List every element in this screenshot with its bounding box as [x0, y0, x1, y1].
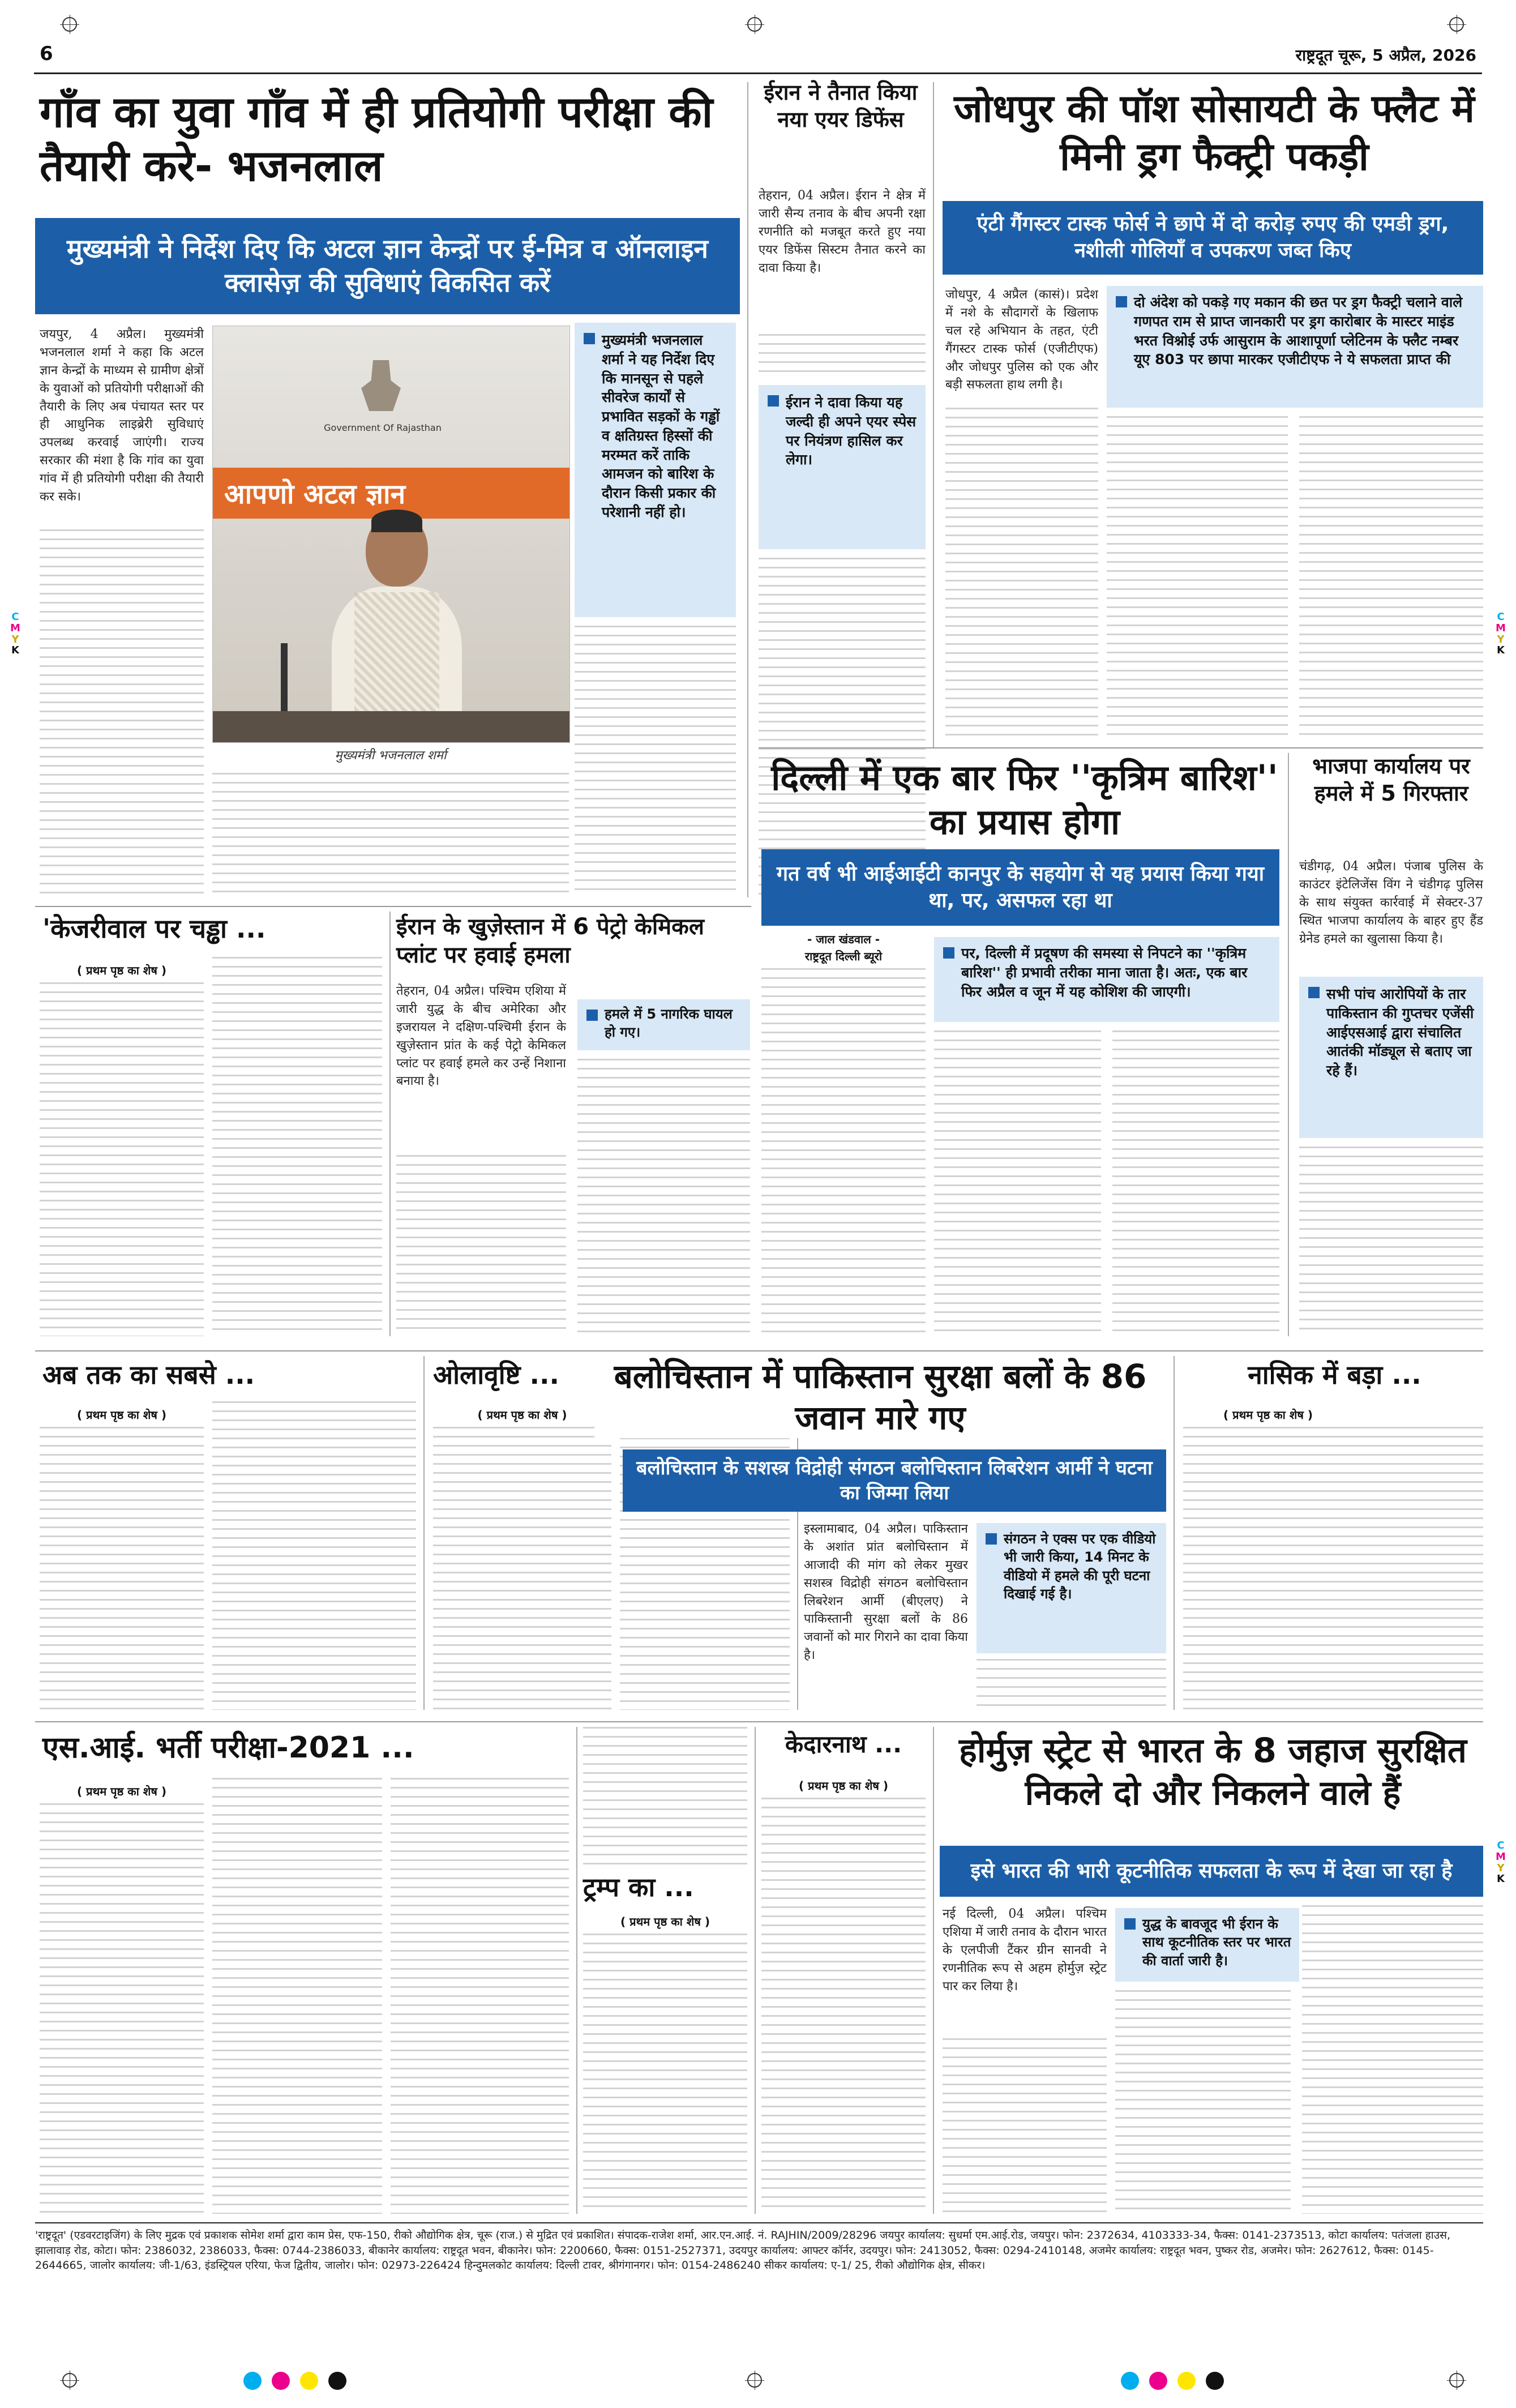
- page-number: 6: [40, 42, 53, 65]
- registration-mark-icon: [62, 17, 77, 32]
- bhajanlal-body-text: [212, 773, 569, 897]
- ab-tak-body-text: [40, 1427, 204, 1710]
- bjp-office-headline: भाजपा कार्यालय पर हमले में 5 गिरफ्तार: [1312, 754, 1470, 806]
- hormuz-subhead: इसे भारत की भारी कूटनीतिक सफलता के रूप में देखा जा रहा है: [940, 1846, 1483, 1897]
- olavrishti-headline: ओलावृष्टि ...: [433, 1359, 559, 1390]
- cmyk-marks: C M Y K: [10, 611, 20, 657]
- bhajanlal-body-text: [40, 529, 204, 897]
- bhajanlal-quote: मुख्यमंत्री भजनलाल शर्मा ने यह निर्देश दिए कि मानसून से पहले सीवरेज कार्यों से प्रभावित सड़कों के गड्ढों व क्षतिग्रस्त हिस्सों की मरम्मत करें ताकि आमजन को बारिश के दौरान किसी प्रकार की परेशानी नहीं हो।: [575, 323, 736, 617]
- iran-air-headline: ईरान ने तैनात किया नया एयर डिफेंस: [764, 80, 918, 132]
- column-rule: [747, 82, 748, 897]
- page-header: [0, 0, 1516, 65]
- nashik-headline: नासिक में बड़ा ...: [1248, 1359, 1421, 1390]
- color-swatches: [0, 2364, 1516, 2398]
- bjp-office-body-text: [1299, 1147, 1483, 1336]
- kedarnath-continuation-tag: ( प्रथम पृष्ठ का शेष ): [798, 1779, 889, 1793]
- balochistan-dateline: इस्लामाबाद, 04 अप्रैल। पाकिस्तान के अशांत प्रांत बलोचिस्तान में आजादी की मांग को लेकर मुखर सशस्त्र विद्रोही संगठन बलोचिस्तान लिबरेशन आर्मी (बीएलए) ने पाकिस्तानी सुरक्षा बलों के 86 जवानों को मार गिराने का दावा किया है।: [804, 1522, 968, 1663]
- iran-air-body-text: [759, 334, 926, 379]
- khuzestan-quote: हमले में 5 नागरिक घायल हो गए।: [577, 999, 750, 1050]
- jodhpur-body-text: [945, 408, 1098, 739]
- section-rule: [35, 1350, 1483, 1351]
- khuzestan-dateline: तेहरान, 04 अप्रैल। पश्चिम एशिया में जारी युद्ध के बीच अमेरिका और इजरायल ने दक्षिण-पश्चिमी ईरान के खुज़ेस्तान प्रांत के कई पेट्रो केमिकल प्लांट पर हवाई हमले कर उन्हें निशाना बनाया है।: [396, 984, 566, 1089]
- column-rule: [933, 1727, 934, 2214]
- bjp-office-dateline: चंडीगढ़, 04 अप्रैल। पंजाब पुलिस के काउंटर इंटेलिजेंस विंग ने चंडीगढ़ पुलिस के साथ संयुक्त कार्रवाई में सेक्टर-37 स्थित भाजपा कार्यालय के बाहर हुए हैंड ग्रेनेड हमले का खुलासा किया है।: [1299, 859, 1483, 946]
- delhi-headline: दिल्ली में एक बार फिर ''कृत्रिम बारिश'' का प्रयास होगा: [771, 757, 1278, 842]
- balochistan-quote: संगठन ने एक्स पर एक वीडियो भी जारी किया, 14 मिनट के वीडियो में हमले की पूरी घटना दिखाई गई है।: [977, 1523, 1166, 1653]
- hormuz-quote: युद्ध के बावजूद भी ईरान के साथ कूटनीतिक स्तर पर भारत की वार्ता जारी है।: [1115, 1908, 1299, 1982]
- jodhpur-body-text: [1107, 416, 1288, 739]
- jodhpur-dateline: जोधपुर, 4 अप्रैल (कासं)। प्रदेश में नशे के सौदागरों के खिलाफ चल रहे अभियान के तहत, एंटी गैंगस्टर टास्क फोर्स (एजीटीएफ) और जोधपुर पुलिस को एक और बड़ी सफलता हाथ लगी है।: [945, 288, 1098, 392]
- cmyk-marks: C M Y K: [1496, 611, 1506, 657]
- bjp-office-quote: सभी पांच आरोपियों के तार पाकिस्तान की गुप्तचर एजेंसी आईएसआई द्वारा संचालित आतंकी मॉड्यूल से बताए जा रहे हैं।: [1299, 977, 1483, 1138]
- registration-mark-icon: [62, 2373, 77, 2388]
- footer-imprint: 'राष्ट्रदूत' (एडवरटाइजिंग) के लिए मुद्रक एवं प्रकाशक सोमेश शर्मा द्वारा काम प्रेस, एफ-150, रीको औद्योगिक क्षेत्र, चूरू (राज.) से मुद्रित एवं प्रकाशित। संपादक-राजेश शर्मा, आर.एन.आई. नं. RAJHIN/2009/28296 जयपुर कार्यालय: सुधर्मा एम.आई.रोड, जयपुर। फोन: 2372634, 4103333-34, फैक्स: 0141-2373513, कोटा कार्यालय: पतंजला हाउस, झालावाड़ रोड, कोटा। फोन: 2386032, 2386033, फैक्स: 0744-2386033, बीकानेर कार्यालय: राष्ट्रदूत भवन, बीकानेर। फोन: 2200660, फैक्स: 0151-2527371, उदयपुर कार्यालय: आफ्टर कॉर्नर, उदयपुर। फोन: 2413052, फैक्स: 0294-2410148, अजमेर कार्यालय: राष्ट्रदूत भवन, पुष्कर रोड, अजमेर। फोन: 2627612, फैक्स: 0145-2644665, जालोर कार्यालय: जी-1/63, इंडस्ट्रियल एरिया, फेज द्वितीय, जालोर। फोन: 02973-226424 हिन्दुमलकोट कार्यालय: दिल्ली टावर, श्रीगंगानगर। फोन: 0154-2486240 सीकर कार्यालय: ए-1/ 25, रीको औद्योगिक क्षेत्र, सीकर।: [35, 2229, 1450, 2272]
- column-rule: [1174, 1356, 1175, 1710]
- hormuz-body-text: [1115, 1990, 1291, 2214]
- khuzestan-body-text: [577, 1059, 750, 1336]
- column-rule: [576, 1727, 577, 2214]
- balochistan-subhead: बलोचिस्तान के सशस्त्र विद्रोही संगठन बलोचिस्तान लिबरेशन आर्मी ने घटना का जिम्मा लिया: [623, 1449, 1166, 1512]
- hormuz-dateline: नई दिल्ली, 04 अप्रैल। पश्चिम एशिया में जारी तनाव के दौरान भारत के एलपीजी टैंकर ग्रीन सानवी ने रणनीतिक रूप से अहम होर्मुज़ स्ट्रेट पार कर लिया है।: [943, 1907, 1107, 1994]
- balochistan-headline: बलोचिस्तान में पाकिस्तान सुरक्षा बलों के 86 जवान मारे गए: [594, 1356, 1166, 1438]
- column-rule: [755, 1727, 756, 2214]
- si-exam-body-text: [40, 1803, 204, 2214]
- column-rule: [1288, 753, 1289, 1336]
- bhajanlal-photo: [212, 326, 570, 743]
- section-rule: [759, 747, 1483, 749]
- trump-continuation-tag: ( प्रथम पृष्ठ का शेष ): [620, 1915, 710, 1928]
- delhi-quote: पर, दिल्ली में प्रदूषण की समस्या से निपटने का ''कृत्रिम बारिश'' ही प्रभावी तरीका माना जाता है। अतः, एक बार फिर अप्रैल व जून में यह कोशिश की जाएगी।: [934, 937, 1279, 1022]
- bhajanlal-subhead: मुख्यमंत्री ने निर्देश दिए कि अटल ज्ञान केन्द्रों पर ई-मित्र व ऑनलाइन क्लासेज़ की सुविधाएं विकसित करें: [35, 218, 740, 314]
- olavrishti-body-text: [433, 1427, 611, 1710]
- hormuz-body-text: [1302, 1905, 1483, 2214]
- column-rule: [423, 1356, 425, 1710]
- ab-tak-continuation-tag: ( प्रथम पृष्ठ का शेष ): [76, 1408, 167, 1422]
- iran-air-dateline: तेहरान, 04 अप्रैल। ईरान ने क्षेत्र में जारी सैन्य तनाव के बीच अपनी रक्षा रणनीति को मजबूत करते हुए नया एयर डिफेंस सिस्टम तैनात करने का दावा किया है।: [759, 189, 926, 275]
- kedarnath-body-text: [761, 1798, 926, 2214]
- cmyk-marks: C M Y K: [1496, 1840, 1506, 1885]
- cm-portrait: [332, 513, 462, 739]
- olavrishti-body-text: [620, 1401, 790, 1710]
- kejriwal-headline: 'केजरीवाल पर चड्ढा ...: [42, 913, 266, 944]
- column-rule: [389, 912, 391, 1336]
- footer-rule: [35, 2222, 1483, 2223]
- delhi-subhead: गत वर्ष भी आईआईटी कानपुर के सहयोग से यह प्रयास किया गया था, पर, असफल रहा था: [761, 849, 1279, 926]
- masthead: राष्ट्रदूत चूरू, 5 अप्रैल, 2026: [1295, 46, 1476, 65]
- jodhpur-quote: दो अंदेश को पकड़े गए मकान की छत पर ड्रग फैक्ट्री चलाने वाले गणपत राम से प्राप्त जानकारी पर ड्रग कारोबार के मास्टर माइंड भरत विश्नोई उर्फ आसुराम के आशापूर्णा प्लेटिनम के फ्लैट नम्बर यूए 803 पर छापा मारकर एजीटीएफ ने ये सफलता प्राप्त की: [1107, 286, 1483, 408]
- nashik-body-text: [1183, 1427, 1483, 1710]
- kedarnath-headline: केदारनाथ ...: [785, 1730, 902, 1758]
- delhi-body-text: [761, 968, 926, 1336]
- kejriwal-body-text: [40, 982, 204, 1336]
- hormuz-body-text: [943, 2038, 1107, 2214]
- si-exam-body-text: [391, 1778, 569, 2214]
- jodhpur-headline: जोधपुर की पॉश सोसायटी के फ्लैट में मिनी ड्रग फैक्ट्री पकड़ी: [954, 87, 1475, 179]
- nashik-continuation-tag: ( प्रथम पृष्ठ का शेष ): [1223, 1408, 1313, 1422]
- kejriwal-continuation-tag: ( प्रथम पृष्ठ का शेष ): [76, 964, 167, 977]
- delhi-body-text: [934, 1030, 1101, 1336]
- registration-mark-icon: [747, 17, 762, 32]
- si-exam-headline: एस.आई. भर्ती परीक्षा-2021 ...: [42, 1731, 414, 1765]
- header-rule: [34, 72, 1482, 74]
- iran-air-body-text: [759, 558, 926, 897]
- section-rule: [35, 906, 751, 907]
- si-exam-continuation-tag: ( प्रथम पृष्ठ का शेष ): [76, 1785, 167, 1798]
- iran-air-quote: ईरान ने दावा किया यह जल्दी ही अपने एयर स्पेस पर नियंत्रण हासिल कर लेगा।: [759, 385, 926, 549]
- column-rule: [933, 82, 934, 747]
- trump-headline: ट्रम्प का ...: [583, 1872, 694, 1902]
- kejriwal-body-text: [212, 957, 382, 1336]
- balochistan-body-text: [977, 1659, 1166, 1710]
- bhajanlal-dateline: जयपुर, 4 अप्रैल। मुख्यमंत्री भजनलाल शर्मा ने कहा कि अटल ज्ञान केन्द्रों के माध्यम से ग्रामीण क्षेत्रों के युवाओं को प्रतियोगी परीक्षाओं की तैयारी के लिए अब पंचायत स्तर पर ही आधुनिक लाइब्रेरी सुविधाएं उपलब्ध करवाई जाएंगी। राज्य सरकार की मंशा है कि गांव का युवा गांव में ही प्रतियोगी परीक्षा की तैयारी कर सके।: [40, 327, 204, 504]
- registration-mark-icon: [1449, 17, 1464, 32]
- delhi-body-text: [1112, 1030, 1279, 1336]
- desk: [213, 711, 569, 742]
- ab-tak-headline: अब तक का सबसे ...: [42, 1359, 255, 1390]
- si-exam-body-text: [212, 1778, 382, 2214]
- trump-body-text: [583, 1934, 747, 2214]
- olavrishti-continuation-tag: ( प्रथम पृष्ठ का शेष ): [477, 1408, 567, 1422]
- rajasthan-emblem-icon: [361, 360, 401, 411]
- khuzestan-headline: ईरान के खुज़ेस्तान में 6 पेट्रो केमिकल प्लांट पर हवाई हमला: [396, 914, 704, 968]
- photo-banner-text: आपणो अटल ज्ञान: [213, 468, 569, 519]
- jodhpur-subhead: एंटी गैंगस्टर टास्क फोर्स ने छापे में दो करोड़ रुपए की एमडी ड्रग, नशीली गोलियाँ व उपकरण जब्त किए: [943, 201, 1483, 275]
- section-rule: [35, 1721, 1483, 1722]
- delhi-byline: - जाल खंडवाल -: [807, 933, 880, 946]
- trump-body-text: [583, 1727, 747, 1868]
- ab-tak-body-text: [212, 1401, 416, 1710]
- jodhpur-body-text: [1299, 416, 1483, 739]
- bhajanlal-photo-caption: मुख्यमंत्री भजनलाल शर्मा: [335, 749, 447, 763]
- registration-mark-icon: [1449, 2373, 1464, 2388]
- hormuz-headline: होर्मुज़ स्ट्रेट से भारत के 8 जहाज सुरक्षित निकले दो और निकलने वाले हैं: [959, 1731, 1467, 1813]
- emblem-text: Government Of Rajasthan: [324, 422, 442, 433]
- bhajanlal-body-text: [575, 626, 736, 897]
- delhi-dateline: राष्ट्रदूत दिल्ली ब्यूरो: [804, 949, 883, 963]
- bhajanlal-headline: गाँव का युवा गाँव में ही प्रतियोगी परीक्षा की तैयारी करे- भजनलाल: [40, 87, 713, 191]
- registration-mark-icon: [747, 2373, 762, 2388]
- khuzestan-body-text: [396, 1155, 566, 1336]
